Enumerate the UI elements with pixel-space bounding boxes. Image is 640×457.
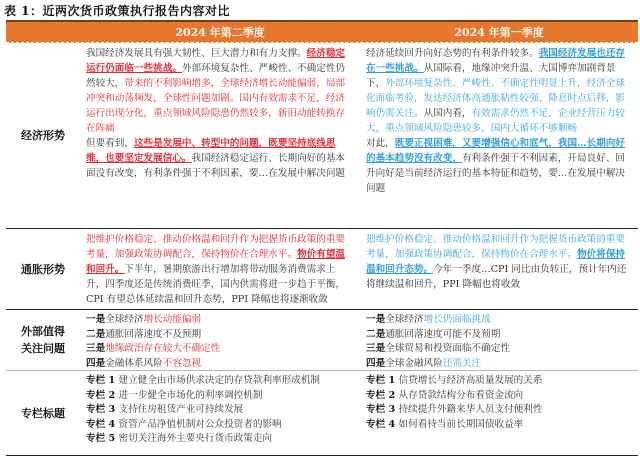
row-column-titles	[6, 371, 638, 456]
cell-q1	[360, 229, 638, 309]
text-segment: 一是	[86, 314, 106, 325]
text-segment: 经济稳定运行仍面临一些挑战。	[86, 48, 346, 74]
list-item	[366, 403, 632, 418]
cell-q1	[360, 310, 638, 370]
text-segment: 全球经济	[385, 314, 424, 325]
text-segment: 增长动能偏弱	[143, 314, 202, 325]
list-item	[366, 313, 632, 328]
header-2024-q2: 2024 年第二季度	[175, 26, 265, 39]
text-segment: 资管产品净值机制对公众投资者的影响	[118, 418, 282, 430]
text-segment: 我国经济稳定运行、长期向好的基本面没有改变，有利条件强于不利因素，要…在发展中解决问题	[86, 153, 346, 179]
text-segment: 专栏 2	[86, 389, 119, 401]
paragraph	[86, 136, 354, 181]
text-segment: 三是	[366, 343, 386, 354]
row-label: 经济形势	[21, 129, 65, 142]
list-item	[366, 374, 632, 389]
paragraph	[86, 232, 354, 307]
text-segment: 外部环境复杂性、严峻性、不确定性仍然较大，	[86, 63, 346, 89]
list-item	[86, 374, 354, 389]
cell-q2	[80, 371, 360, 455]
text-segment: 通胀回落速度不及预期	[105, 328, 202, 340]
cell-q2	[80, 43, 360, 228]
text-segment: 从存贷款结构分布看资金流向	[398, 389, 524, 401]
text-segment: 带来的不利影响增多，全球经济增长动能偏弱，局部冲突和动荡频发，全球性问题加剧。国内有效需求不足，经济运行出现分化，重点领域风险隐患仍然较多，新旧动能转换存在阵痛	[86, 78, 346, 134]
header-2024-q1: 2024 年第一季度	[454, 26, 544, 39]
text-segment: 物价有望温和回升。	[86, 249, 346, 275]
list-item	[366, 389, 632, 404]
list-item	[86, 403, 354, 418]
list-item	[366, 418, 632, 433]
text-segment: 专栏 4	[366, 418, 399, 430]
paragraph	[366, 136, 632, 196]
text-segment: 三是	[86, 343, 106, 354]
list-item	[366, 342, 632, 357]
text-segment: 把维护价格稳定、推动价格温和回升作为把握货币政策的重要考量，加强政策协调配合，保持物价在合理水平。	[366, 234, 626, 260]
list-item	[86, 418, 354, 433]
text-segment: 金融体系风险	[105, 357, 163, 369]
text-segment: 全球经济	[105, 314, 144, 325]
row-label	[6, 310, 80, 370]
text-segment: 把维护价格稳定、推动价格温和回升作为把握货币政策的重要考量，加强政策协调配合，保持物价在合理水平。	[86, 234, 346, 260]
text-segment: 通胀回落速度可能不及预期	[385, 328, 501, 340]
list-item	[86, 432, 354, 447]
list-item	[86, 342, 354, 357]
paragraph	[86, 46, 354, 136]
text-segment: 下半年，暑期旅游出行增加将带动服务消费需求上升，四季度还是传统消费旺季，国内供需将进一步趋于平衡，CPI 有望总体延续温和回升态势，PPI 降幅也将逐渐收敛	[86, 264, 346, 305]
text-segment: 四是	[86, 357, 106, 369]
comparison-table	[6, 20, 638, 456]
text-segment: 建立健全由市场供求决定的存贷款利率形成机制	[118, 375, 321, 386]
text-segment: 今年一季度…CPI 同比由负转正，预计年内还将继续温和回升，PPI 降幅也将收敛	[366, 264, 627, 290]
text-segment: 但要看到，	[86, 138, 134, 149]
text-segment: 二是	[366, 328, 386, 340]
cell-q2	[80, 310, 360, 370]
text-segment: 还需关注	[442, 357, 482, 369]
text-segment: 专栏 3	[366, 404, 399, 415]
list-item	[86, 313, 354, 328]
text-segment: 专栏 1	[86, 375, 119, 386]
text-segment: 有利条件强于不利因素，开局良好、回升向好是当前经济运行的基本特征和趋势，要…在发展中解决问题	[366, 153, 626, 194]
paragraph	[366, 232, 632, 292]
text-segment: 专栏 3	[86, 404, 119, 415]
table-header	[6, 20, 638, 43]
row-external-issues	[6, 310, 638, 371]
text-segment: 专栏 1	[366, 375, 399, 386]
text-segment: 有效需求仍然不足，企业经营压力较大，重点领域风险隐患较多，国内大循环不够顺畅	[366, 108, 626, 134]
list-item	[86, 357, 354, 372]
text-segment: 专栏 5	[86, 433, 119, 444]
list-item	[366, 328, 632, 343]
text-segment: 全球贸易和投资面临不确定性	[385, 343, 510, 354]
text-segment: 对此，	[366, 138, 395, 149]
paragraph	[366, 46, 632, 136]
text-segment: 持续提升外籍来华人员支付便利性	[398, 404, 543, 415]
list-item	[86, 328, 354, 343]
text-segment: 如何看待当前长期国债收益率	[398, 418, 524, 430]
text-segment: 全球金融风险	[385, 357, 443, 369]
text-segment: 地缘政治存在较大不确定性	[105, 343, 221, 354]
text-segment: 信贷增长与经济高质量发展的关系	[398, 375, 543, 386]
text-segment: 从国际看，地缘冲突升温、大国博弈加剧背景下，	[366, 63, 616, 89]
table-title: 表 1：近两次货币政策执行报告内容对比	[4, 4, 231, 18]
text-segment: 进一步健全市场化的利率调控机制	[118, 389, 263, 401]
text-segment: 二是	[86, 328, 106, 340]
text-segment: 外部环境复杂性、严峻性、不确定性明显上升，经济全球化面临考验，发达经济体高通胀粘性较强、降息时点后移，影响仍需关注。	[366, 78, 626, 119]
row-label: 通胀形势	[21, 262, 65, 276]
text-segment: 我国经济发展也还存在一些挑战。	[366, 48, 626, 74]
text-segment: 物价将保持温和回升态势。	[366, 249, 626, 275]
cell-q1	[360, 371, 638, 455]
row-label-text: 外部值得关注问题	[21, 325, 65, 355]
cell-q1	[360, 43, 638, 228]
text-segment: 增长仍面临挑战	[423, 314, 491, 325]
row-economy	[6, 43, 638, 229]
cell-q2	[80, 229, 360, 309]
text-segment: 一是	[366, 314, 386, 325]
text-segment: 密切关注海外主要央行货币政策走向	[118, 433, 273, 444]
text-segment: 专栏 4	[86, 418, 119, 430]
text-segment: 不容忽视	[162, 357, 202, 369]
text-segment: 专栏 2	[366, 389, 399, 401]
row-inflation	[6, 229, 638, 310]
text-segment: 既要正视困难，又要增强信心和底气，我国…长期向好的基本趋势没有改变，	[366, 138, 626, 164]
text-segment: 四是	[366, 357, 386, 369]
row-label: 专栏标题	[21, 406, 65, 420]
text-segment: 我国经济发展具有强大韧性、巨大潜力和有力支撑。	[86, 48, 307, 59]
list-item	[366, 357, 632, 372]
text-segment: 经济延续回升向好态势的有利条件较多。	[366, 48, 539, 59]
text-segment: 从国内看，	[423, 108, 472, 119]
list-item	[86, 389, 354, 404]
text-segment: 这些是发展中、转型中的问题，既要坚持底线思维，也要坚定发展信心。	[86, 138, 336, 164]
text-segment: 支持住房租赁产业可持续发展	[118, 404, 244, 415]
